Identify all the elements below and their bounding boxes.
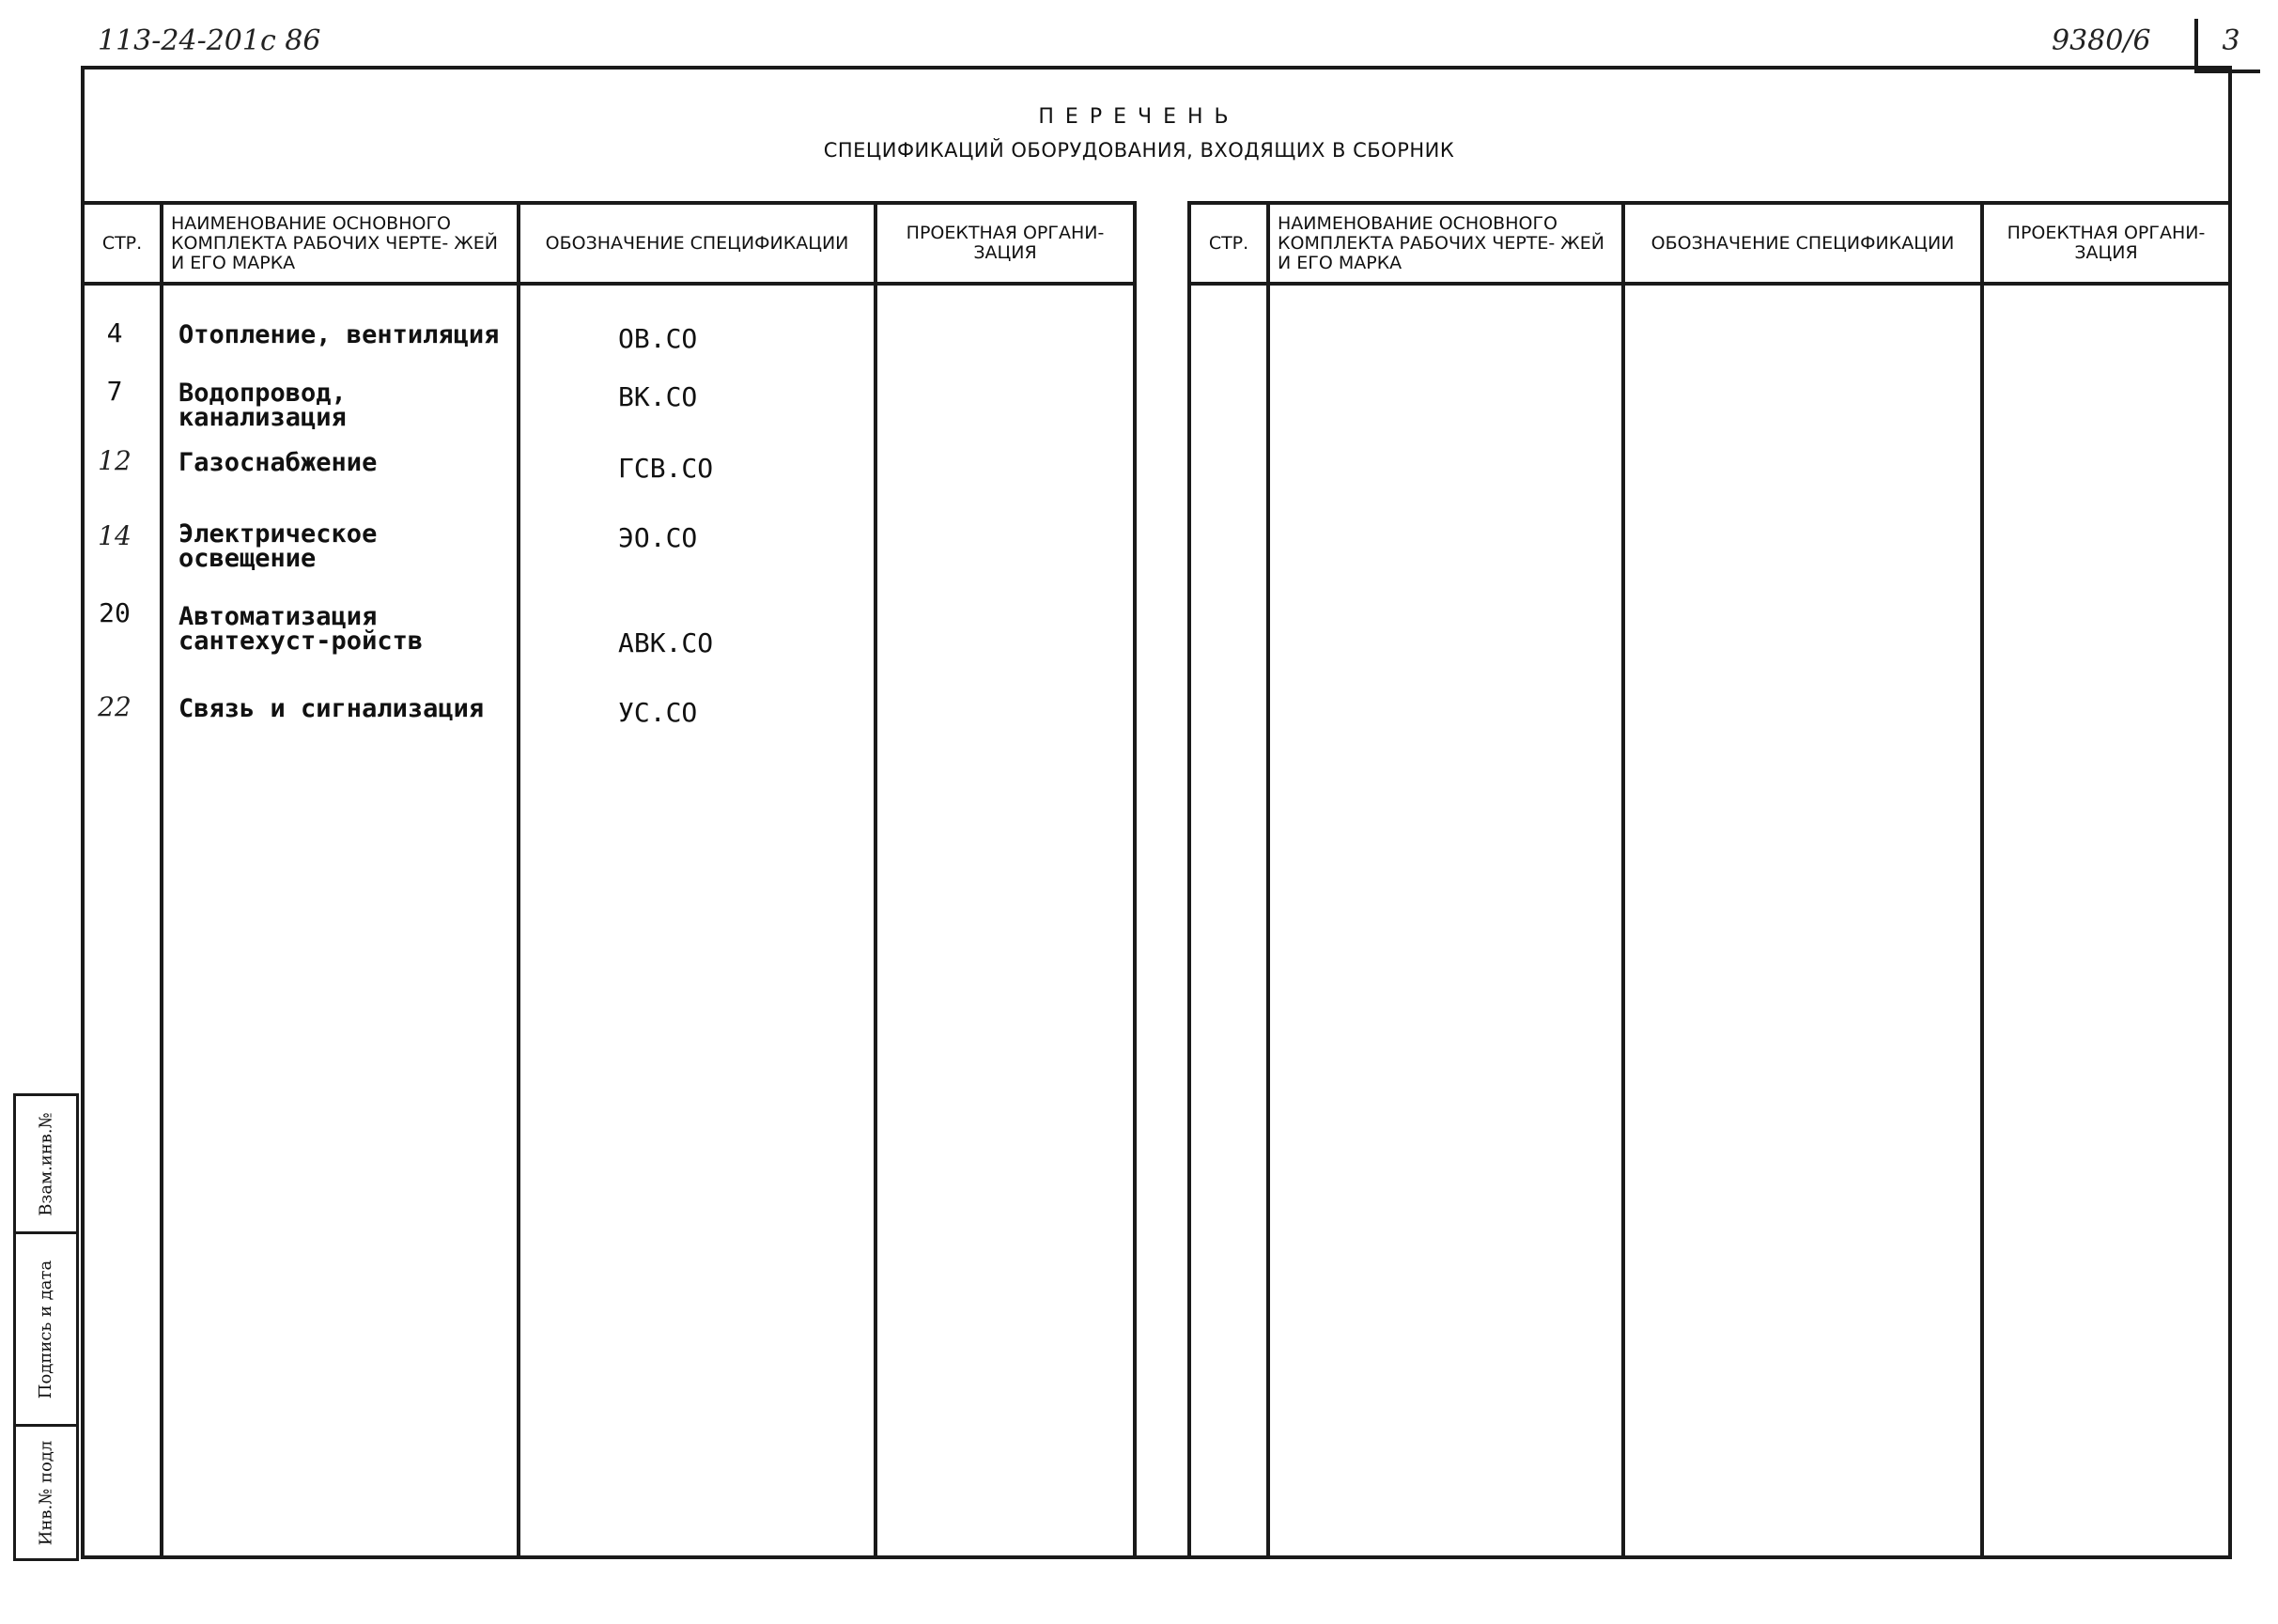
row-code: ОВ.СО	[618, 323, 698, 354]
row-page: 22	[98, 691, 132, 722]
row-code: ГСВ.СО	[618, 453, 714, 484]
header-bottom-line-right	[1187, 282, 2232, 286]
row-name: Электрическое освещение	[178, 519, 378, 573]
header-spec-right: ОБОЗНАЧЕНИЕ СПЕЦИФИКАЦИИ	[1650, 232, 1955, 254]
stamp-replacement-inv	[13, 1093, 79, 1234]
list-subtitle: СПЕЦИФИКАЦИЙ ОБОРУДОВАНИЯ, ВХОДЯЩИХ В СБОРНИК	[823, 139, 1455, 162]
col-divider	[874, 201, 877, 1559]
col-divider	[1133, 201, 1137, 1559]
stamp-signature-date	[13, 1231, 79, 1427]
header-page-left: СТР.	[101, 232, 143, 254]
row-name: Автоматизация сантехуст-ройств	[178, 602, 424, 656]
stamp-original-inv	[13, 1424, 79, 1561]
col-divider	[517, 201, 520, 1559]
header-org-right: ПРОЕКТНАЯ ОРГАНИ- ЗАЦИЯ	[2007, 223, 2206, 263]
header-bottom-line-left	[81, 282, 1137, 286]
row-page: 4	[106, 317, 123, 348]
header-org-left: ПРОЕКТНАЯ ОРГАНИ- ЗАЦИЯ	[906, 223, 1105, 263]
list-title: ПЕРЕЧЕНЬ	[1038, 105, 1240, 129]
document-code: 113-24-201с 86	[98, 24, 321, 57]
header-page-right: СТР.	[1208, 232, 1249, 254]
row-name: Водопровод, канализация	[178, 379, 347, 432]
album-number: 9380/6	[2052, 24, 2151, 57]
stamp-label: Подпись и дата	[36, 1260, 56, 1399]
col-divider	[160, 201, 163, 1559]
header-name-left: НАИМЕНОВАНИЕ ОСНОВНОГО КОМПЛЕКТА РАБОЧИХ ЧЕРТЕ- ЖЕЙ И ЕГО МАРКА	[171, 212, 498, 273]
row-name: Газоснабжение	[178, 448, 378, 477]
col-divider	[1621, 201, 1625, 1559]
col-divider	[1266, 201, 1270, 1559]
col-divider	[1187, 201, 1191, 1559]
row-page: 7	[106, 376, 123, 407]
row-page: 12	[98, 445, 132, 476]
row-name: Отопление, вентиляция	[178, 320, 500, 349]
stamp-label: Взам.инв.№	[36, 1111, 56, 1216]
row-name: Связь и сигнализация	[178, 694, 485, 723]
row-page: 20	[99, 597, 131, 628]
row-code: ЭО.СО	[618, 522, 698, 553]
stamp-label: Инв.№ подл	[36, 1440, 56, 1545]
sheet-number: 3	[2222, 24, 2240, 57]
col-divider	[1980, 201, 1984, 1559]
page-frame	[81, 66, 2232, 1559]
row-code: УС.СО	[618, 697, 698, 728]
header-name-right: НАИМЕНОВАНИЕ ОСНОВНОГО КОМПЛЕКТА РАБОЧИХ ЧЕРТЕ- ЖЕЙ И ЕГО МАРКА	[1278, 212, 1604, 273]
row-code: ВК.СО	[618, 381, 698, 412]
row-code: АВК.СО	[618, 627, 714, 658]
row-page: 14	[98, 520, 132, 551]
header-spec-left: ОБОЗНАЧЕНИЕ СПЕЦИФИКАЦИИ	[545, 232, 849, 254]
